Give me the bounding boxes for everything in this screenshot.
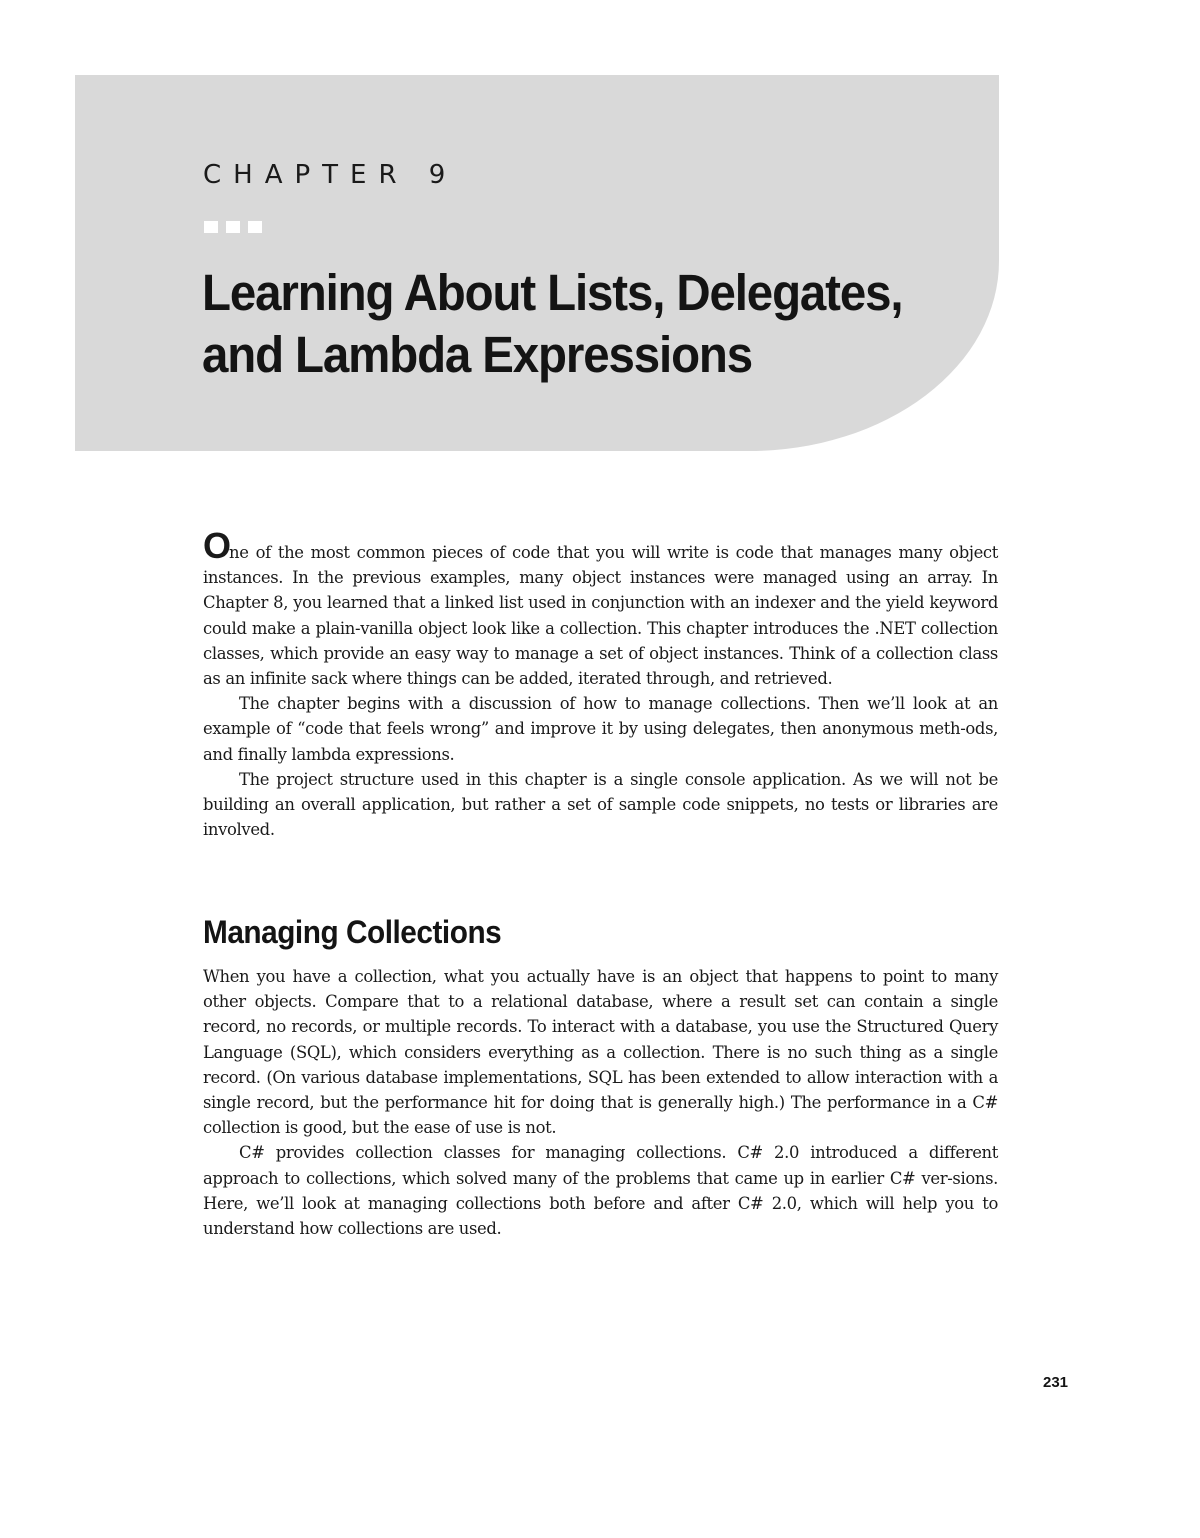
chapter-label: CHAPTER 9 [203, 160, 458, 190]
intro-paragraph-2: The chapter begins with a discussion of how to manage collections. Then we’ll look at an example of “code that feels wrong” and improve it by using delegates, then anonymous meth-ods, and finally lambda expressions. [203, 694, 998, 764]
intro-paragraph-1 [203, 525, 998, 691]
intro-paragraph-1-text: ne of the most common pieces of code that you will write is code that manages many object instances. In the previous examples, many object instances were managed using an array. In Chapter 8, you learned that a linked list used in conjunction with an indexer and the yield keyword could make a plain-vanilla object look like a collection. This chapter introduces the .NET collection classes, which provide an easy way to manage a set of object instances. Think of a collection class as an infinite sack where things can be added, iterated through, and retrieved. [203, 543, 998, 689]
drop-cap: O [203, 525, 230, 566]
chapter-mark [248, 221, 262, 233]
chapter-mark [204, 221, 218, 233]
page-number: 231 [1043, 1374, 1069, 1391]
intro-paragraph-3: The project structure used in this chapter is a single console application. As we will not be building an overall application, but rather a set of sample code snippets, no tests or libraries are involved. [203, 769, 998, 840]
intro-text [203, 525, 998, 842]
chapter-title-line-2: and Lambda Expressions [202, 326, 753, 383]
section-paragraph-1: When you have a collection, what you actually have is an object that happens to point to many other objects. Compare that to a relational database, where a result set can contain a single record, no records, or multiple records. To interact with a database, you use the Structured Query Language (SQL), which considers everything as a collection. There is no such thing as a single record. (On various database implementations, SQL has been extended to allow interaction with a single record, but the performance hit for doing that is generally high.) The performance in a C# collection is good, but the ease of use is not. [203, 967, 998, 1138]
section-text [203, 964, 998, 1241]
chapter-title [202, 262, 937, 386]
chapter-title-line-1: Learning About Lists, Delegates, [202, 264, 903, 321]
section-paragraph-2: C# provides collection classes for managing collections. C# 2.0 introduced a different approach to collections, which solved many of the problems that came up in earlier C# ver-sions. Here, we’ll look at managing collections both before and after C# 2.0, which will help you to understand how collections are used. [203, 1143, 998, 1239]
chapter-marks [204, 221, 262, 233]
chapter-mark [226, 221, 240, 233]
section-heading: Managing Collections [203, 914, 502, 950]
